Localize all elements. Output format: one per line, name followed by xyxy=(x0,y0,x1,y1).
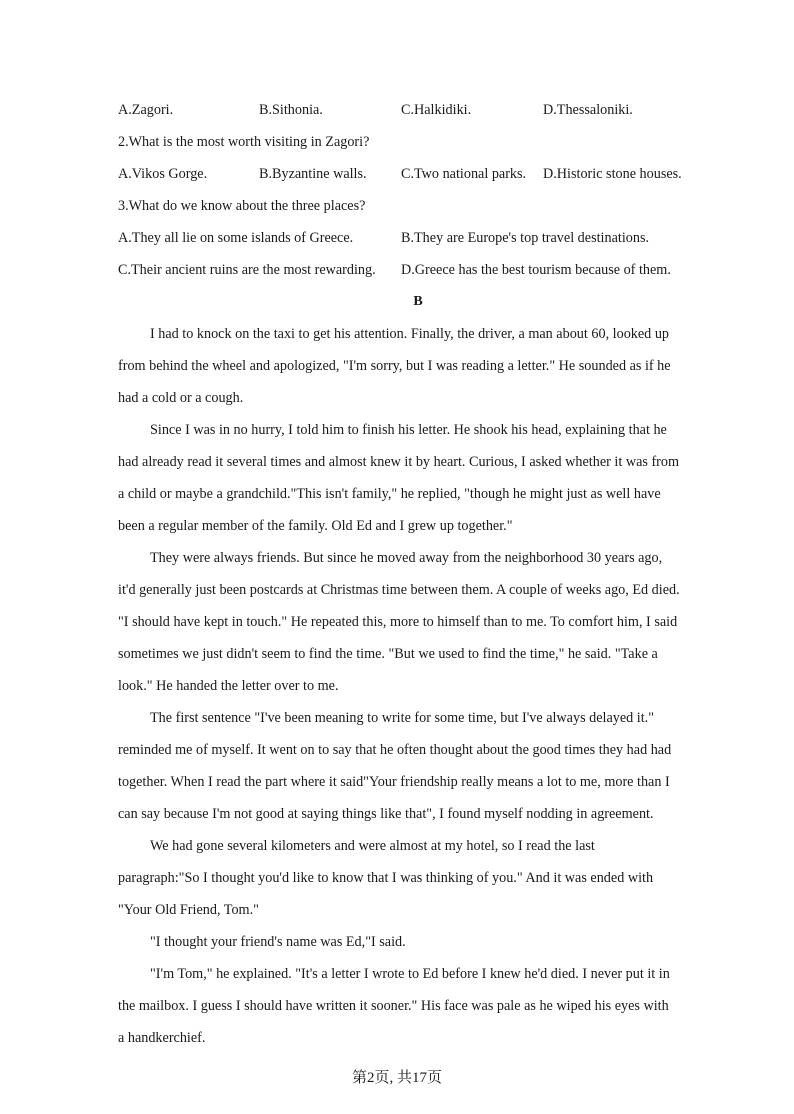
passage-line: "I'm Tom," he explained. "It's a letter I wrote to Ed before I knew he'd died. I never put it in xyxy=(150,966,670,982)
q2-question: 2.What is the most worth visiting in Zagori? xyxy=(118,134,370,150)
passage-line: "Your Old Friend, Tom." xyxy=(118,902,259,918)
passage-line: a child or maybe a grandchild."This isn't family," he replied, "though he might just as well have xyxy=(118,486,661,502)
passage-line: sometimes we just didn't seem to find the time. "But we used to find the time," he said. "Take a xyxy=(118,646,658,662)
passage-line: been a regular member of the family. Old Ed and I grew up together." xyxy=(118,518,513,534)
passage-line: had already read it several times and almost knew it by heart. Curious, I asked whether it was from xyxy=(118,454,680,470)
passage-line: paragraph:"So I thought you'd like to know that I was thinking of you." And it was ended with xyxy=(118,870,654,886)
q2-option-d: D.Historic stone houses. xyxy=(543,166,682,182)
passage-line: it'd generally just been postcards at Christmas time between them. A couple of weeks ago, Ed died. xyxy=(118,582,680,598)
passage-line: look." He handed the letter over to me. xyxy=(118,678,339,694)
passage-line: Since I was in no hurry, I told him to finish his letter. He shook his head, explaining that he xyxy=(150,422,667,438)
passage-line: together. When I read the part where it said"Your friendship really means a lot to me, more than I xyxy=(118,774,670,790)
section-b-title: B xyxy=(413,294,423,309)
q3-question: 3.What do we know about the three places? xyxy=(118,198,366,214)
page-number-footer: 第2页, 共17页 xyxy=(351,1070,442,1086)
passage-line: had a cold or a cough. xyxy=(118,390,244,406)
passage-line: from behind the wheel and apologized, "I'm sorry, but I was reading a letter." He sounded as if he xyxy=(118,358,671,374)
passage-line: We had gone several kilometers and were almost at my hotel, so I read the last xyxy=(150,838,595,854)
q3-option-d: D.Greece has the best tourism because of them. xyxy=(401,262,671,278)
q1-option-c: C.Halkidiki. xyxy=(401,102,472,118)
passage-line: a handkerchief. xyxy=(118,1030,206,1046)
q2-option-a: A.Vikos Gorge. xyxy=(118,166,208,182)
q3-option-b: B.They are Europe's top travel destinations. xyxy=(401,230,650,246)
passage-line: reminded me of myself. It went on to say that he often thought about the good times they had had xyxy=(118,742,672,758)
passage-line: The first sentence "I've been meaning to write for some time, but I've always delayed it." xyxy=(150,710,655,726)
q1-option-a: A.Zagori. xyxy=(118,102,174,118)
q2-option-b: B.Byzantine walls. xyxy=(259,166,367,182)
q1-option-b: B.Sithonia. xyxy=(259,102,323,118)
passage-line: I had to knock on the taxi to get his attention. Finally, the driver, a man about 60, looked up xyxy=(150,326,670,342)
q3-option-a: A.They all lie on some islands of Greece. xyxy=(118,230,354,246)
passage-line: They were always friends. But since he moved away from the neighborhood 30 years ago, xyxy=(150,550,663,566)
passage-line: can say because I'm not good at saying things like that", I found myself nodding in agreement. xyxy=(118,806,654,822)
q3-option-c: C.Their ancient ruins are the most rewarding. xyxy=(118,262,376,278)
passage-line: the mailbox. I guess I should have written it sooner." His face was pale as he wiped his eyes with xyxy=(118,998,669,1014)
passage-line: "I thought your friend's name was Ed,"I said. xyxy=(150,934,406,950)
q1-option-d: D.Thessaloniki. xyxy=(543,102,633,118)
passage-line: "I should have kept in touch." He repeated this, more to himself than to me. To comfort him, I said xyxy=(118,614,678,630)
q2-option-c: C.Two national parks. xyxy=(401,166,527,182)
